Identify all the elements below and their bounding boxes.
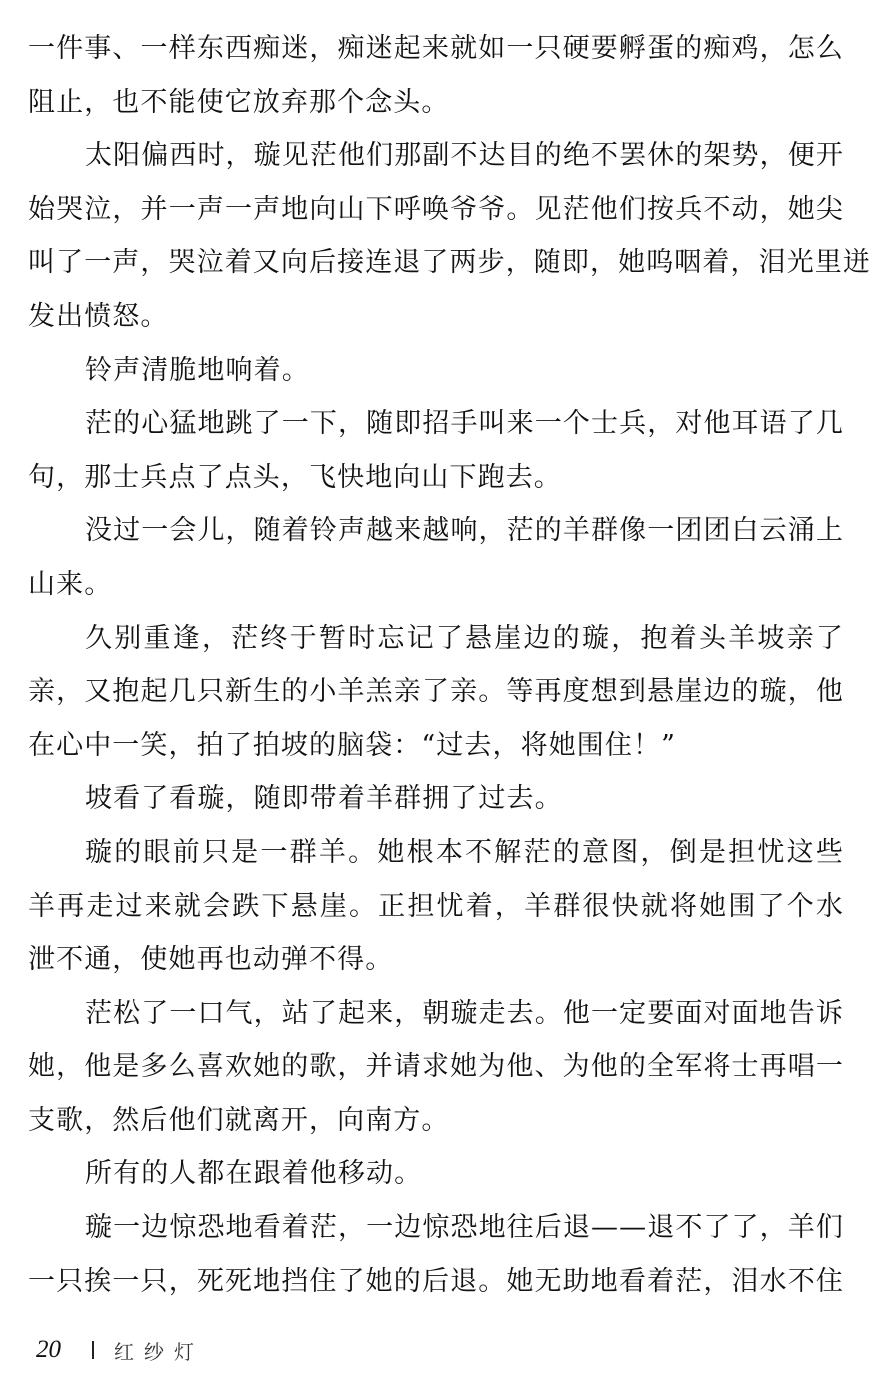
text-line: 璇的眼前只是一群羊。她根本不解茫的意图，倒是担忧这些 [85, 836, 844, 868]
text-line: 她，他是多么喜欢她的歌，并请求她为他、为他的全军将士再唱一 [28, 1051, 844, 1083]
page-number: 20 [36, 1336, 61, 1363]
page-body [28, 22, 871, 1308]
text-line: 羊再走过来就会跌下悬崖。正担忧着，羊群很快就将她围了个水 [28, 890, 844, 922]
text-line: 一件事、一样东西痴迷，痴迷起来就如一只硬要孵蛋的痴鸡，怎么 [28, 33, 844, 64]
text-line: 泄不通，使她再也动弹不得。 [28, 944, 394, 976]
footer-divider [92, 1341, 94, 1359]
text-line: 发出愤怒。 [28, 300, 169, 332]
text-line: 所有的人都在跟着他移动。 [85, 1158, 423, 1190]
text-line: 铃声清脆地响着。 [85, 354, 310, 386]
text-line: 久别重逢，茫终于暂时忘记了悬崖边的璇，抱着头羊坡亲了 [85, 622, 844, 654]
text-line: 茫松了一口气，站了起来，朝璇走去。他一定要面对面地告诉 [85, 997, 844, 1029]
text-line: 坡看了看璇，随即带着羊群拥了过去。 [85, 783, 563, 815]
text-line: 山来。 [28, 568, 113, 600]
text-line: 阻止，也不能使它放弃那个念头。 [28, 86, 450, 118]
page-footer [36, 1333, 204, 1367]
text-line: 太阳偏西时，璇见茫他们那副不达目的绝不罢休的架势，便开 [85, 140, 844, 172]
text-line: 叫了一声，哭泣着又向后接连退了两步，随即，她呜咽着，泪光里迸 [28, 247, 871, 279]
text-line: 一只挨一只，死死地挡住了她的后退。她无助地看着茫，泪水不住 [28, 1265, 844, 1297]
text-line: 始哭泣，并一声一声地向山下呼唤爷爷。见茫他们按兵不动，她尖 [28, 193, 844, 225]
book-title: 红纱灯 [114, 1339, 204, 1364]
text-line: 没过一会儿，随着铃声越来越响，茫的羊群像一团团白云涌上 [85, 515, 844, 547]
text-line: 亲，又抱起几只新生的小羊羔亲了亲。等再度想到悬崖边的璇，他 [28, 676, 844, 708]
text-line: 句，那士兵点了点头，飞快地向山下跑去。 [28, 461, 562, 493]
text-line: 在心中一笑，拍了拍坡的脑袋：“过去，将她围住！” [28, 729, 677, 761]
text-line: 茫的心猛地跳了一下，随即招手叫来一个士兵，对他耳语了几 [85, 408, 844, 440]
text-line: 支歌，然后他们就离开，向南方。 [28, 1104, 450, 1136]
text-line: 璇一边惊恐地看着茫，一边惊恐地往后退——退不了了，羊们 [85, 1212, 844, 1244]
